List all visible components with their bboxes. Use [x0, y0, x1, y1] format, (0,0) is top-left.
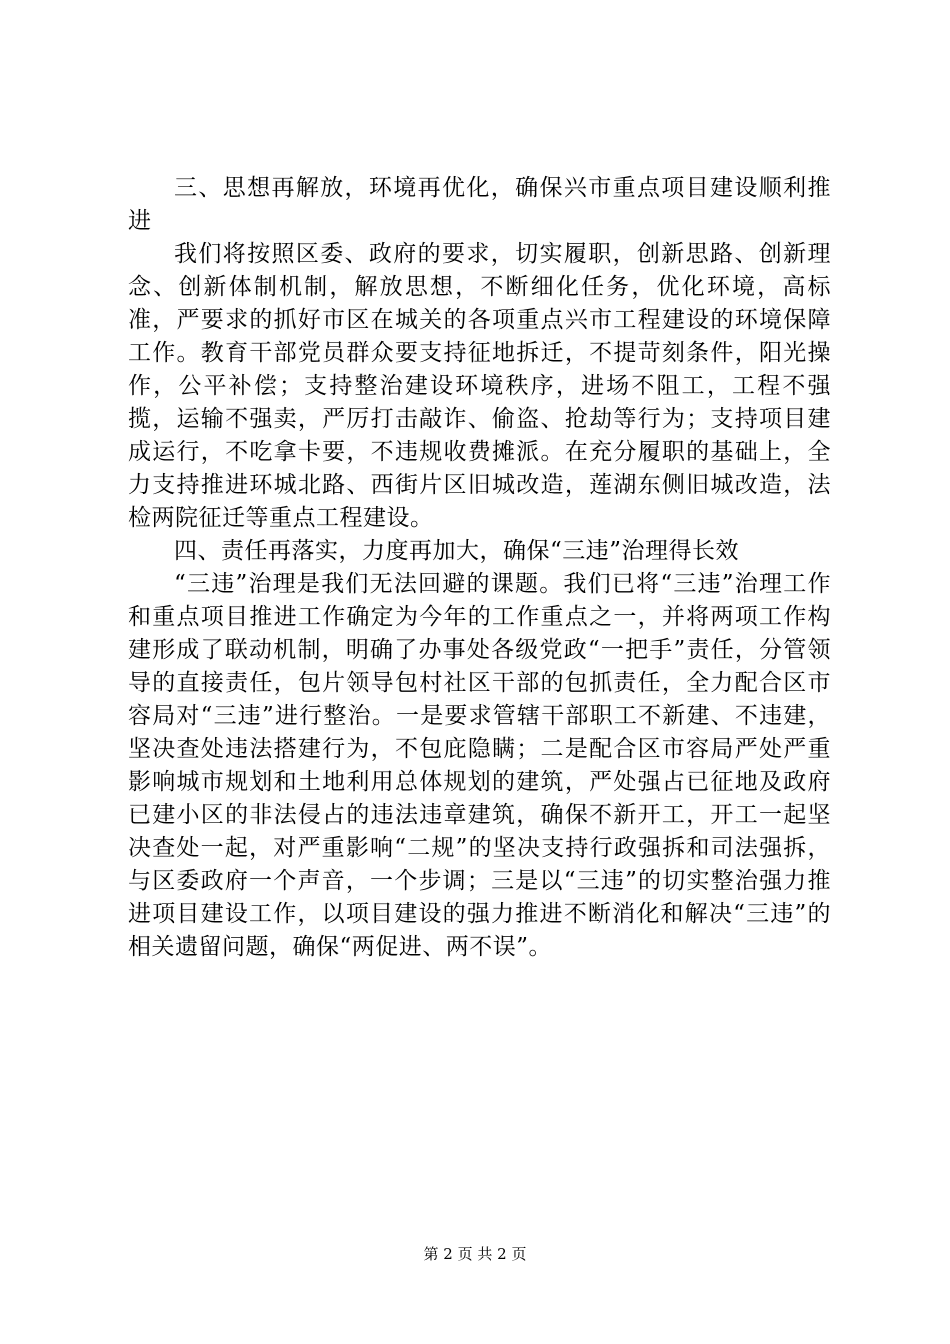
section-heading-four: 四、责任再落实，力度再加大，确保“三违”治理得长效 [174, 538, 740, 564]
document-body [128, 172, 831, 964]
page-footer: 第 2 页 共 2 页 [423, 1245, 527, 1263]
section-heading-three: 三、思想再解放，环境再优化，确保兴市重点项目建设顺利推进 [128, 175, 831, 234]
body-paragraph: 我们将按照区委、政府的要求，切实履职，创新思路、创新理念、创新体制机制，解放思想，不断细化任务，优化环境，高标准，严要求的抓好市区在城关的各项重点兴市工程建设的环境保障工作。教育干部党员群众要支持征地拆迁，不提苛刻条件，阳光操作，公平补偿；支持整治建设环境秩序，进场不阻工，工程不强揽，运输不强卖，严厉打击敲诈、偷盗、抢劫等行为；支持项目建成运行，不吃拿卡要，不违规收费摊派。在充分履职的基础上，全力支持推进环城北路、西街片区旧城改造，莲湖东侧旧城改造，法检两院征迁等重点工程建设。 [128, 241, 831, 531]
body-paragraph: “三违”治理是我们无法回避的课题。我们已将“三违”治理工作和重点项目推进工作确定为今年的工作重点之一，并将两项工作构建形成了联动机制，明确了办事处各级党政“一把手”责任，分管领导的直接责任，包片领导包村社区干部的包抓责任，全力配合区市容局对“三违”进行整治。一是要求管辖干部职工不新建、不违建，坚决查处违法搭建行为，不包庇隐瞒；二是配合区市容局严处严重影响城市规划和土地利用总体规划的建筑，严处强占已征地及政府已建小区的非法侵占的违法违章建筑，确保不新开工，开工一起坚决查处一起，对严重影响“二规”的坚决支持行政强拆和司法强拆，与区委政府一个声音，一个步调；三是以“三违”的切实整治强力推进项目建设工作，以项目建设的强力推进不断消化和解决“三违”的相关遗留问题，确保“两促进、两不误”。 [128, 571, 831, 960]
